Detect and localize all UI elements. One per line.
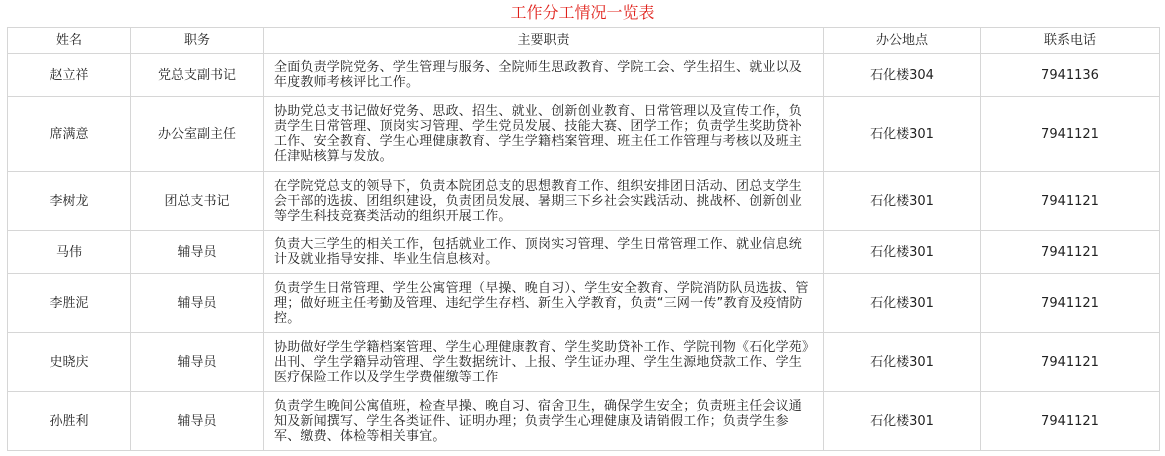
cell-duties: 全面负责学院党务、学生管理与服务、全院师生思政教育、学院工会、学生招生、就业以及年度教师考核评比工作。 — [264, 54, 824, 97]
cell-name: 赵立祥 — [8, 54, 131, 97]
cell-office: 石化楼301 — [824, 172, 981, 231]
cell-phone: 7941121 — [981, 392, 1160, 451]
cell-duties: 协助做好学生学籍档案管理、学生心理健康教育、学生奖助贷补工作、学院刊物《石化学苑》出刊、学生学籍异动管理、学生数据统计、上报、学生证办理、学生生源地贷款工作、学生医疗保险工作以及学生学费催缴等工作 — [264, 333, 824, 392]
cell-phone: 7941121 — [981, 97, 1160, 172]
cell-phone: 7941136 — [981, 54, 1160, 97]
cell-office: 石化楼301 — [824, 392, 981, 451]
page-title: 工作分工情况一览表 — [510, 3, 655, 22]
cell-duties: 协助党总支书记做好党务、思政、招生、就业、创新创业教育、日常管理以及宣传工作，负责学生日常管理、顶岗实习管理、学生党员发展、技能大赛、团学工作；负责学生奖助贷补工作、安全教育、学生心理健康教育、学生学籍档案管理、班主任工作管理与考核以及班主任津贴核算与发放。 — [264, 97, 824, 172]
cell-position: 辅导员 — [131, 231, 264, 274]
cell-duties: 负责学生晚间公寓值班，检查早操、晚自习、宿舍卫生，确保学生安全；负责班主任会议通知及新闻撰写、学生各类证件、证明办理；负责学生心理健康及请销假工作；负责学生参军、缴费、体检等相关事宜。 — [264, 392, 824, 451]
cell-position: 辅导员 — [131, 392, 264, 451]
cell-phone: 7941121 — [981, 172, 1160, 231]
cell-office: 石化楼304 — [824, 54, 981, 97]
table-row — [8, 333, 1160, 392]
cell-phone: 7941121 — [981, 231, 1160, 274]
cell-phone: 7941121 — [981, 274, 1160, 333]
table-row — [8, 392, 1160, 451]
cell-name: 孙胜利 — [8, 392, 131, 451]
cell-office: 石化楼301 — [824, 333, 981, 392]
header-position: 职务 — [131, 28, 264, 54]
cell-phone: 7941121 — [981, 333, 1160, 392]
duty-table — [7, 27, 1160, 451]
table-row — [8, 231, 1160, 274]
header-duties: 主要职责 — [264, 28, 824, 54]
cell-position: 辅导员 — [131, 333, 264, 392]
cell-office: 石化楼301 — [824, 231, 981, 274]
header-phone: 联系电话 — [981, 28, 1160, 54]
cell-name: 李胜泥 — [8, 274, 131, 333]
cell-name: 席满意 — [8, 97, 131, 172]
cell-name: 史晓庆 — [8, 333, 131, 392]
header-name: 姓名 — [8, 28, 131, 54]
table-row — [8, 172, 1160, 231]
cell-position: 党总支副书记 — [131, 54, 264, 97]
cell-name: 李树龙 — [8, 172, 131, 231]
cell-duties: 负责大三学生的相关工作，包括就业工作、顶岗实习管理、学生日常管理工作、就业信息统计及就业指导安排、毕业生信息核对。 — [264, 231, 824, 274]
table-row — [8, 97, 1160, 172]
cell-duties: 在学院党总支的领导下，负责本院团总支的思想教育工作、组织安排团日活动、团总支学生会干部的选拔、团组织建设，负责团员发展、暑期三下乡社会实践活动、挑战杯、创新创业等学生科技竞赛类活动的组织开展工作。 — [264, 172, 824, 231]
cell-position: 办公室副主任 — [131, 97, 264, 172]
cell-duties: 负责学生日常管理、学生公寓管理（早操、晚自习）、学生安全教育、学院消防队员选拔、管理；做好班主任考勤及管理、违纪学生存档、新生入学教育，负责“三网一传”教育及疫情防控。 — [264, 274, 824, 333]
cell-position: 团总支书记 — [131, 172, 264, 231]
header-office: 办公地点 — [824, 28, 981, 54]
table-row — [8, 54, 1160, 97]
table-header-row — [8, 28, 1160, 54]
cell-office: 石化楼301 — [824, 97, 981, 172]
cell-office: 石化楼301 — [824, 274, 981, 333]
table-row — [8, 274, 1160, 333]
cell-position: 辅导员 — [131, 274, 264, 333]
cell-name: 马伟 — [8, 231, 131, 274]
